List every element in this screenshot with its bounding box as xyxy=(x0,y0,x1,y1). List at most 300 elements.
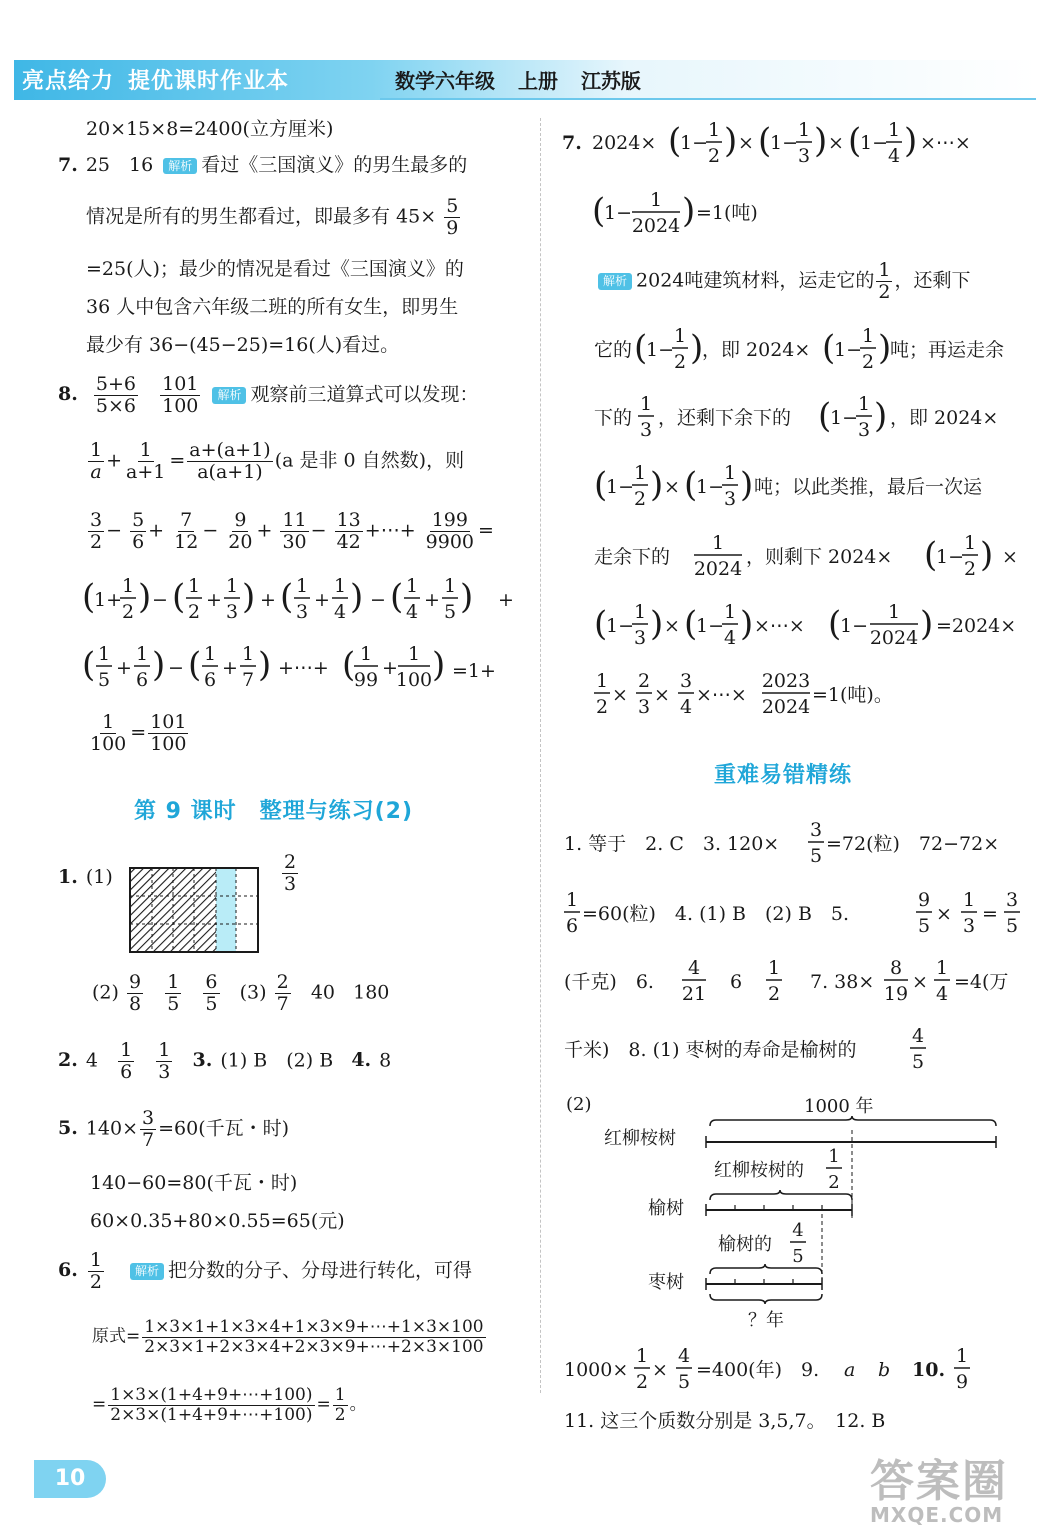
numerator: 2 xyxy=(276,971,289,993)
numerator: 101 xyxy=(162,373,199,395)
s1-head xyxy=(58,866,113,889)
svg-text:+: + xyxy=(382,657,398,679)
svg-text:1: 1 xyxy=(187,575,201,597)
svg-text:1: 1 xyxy=(649,189,663,211)
watermark-url: MXQE.COM xyxy=(870,1503,1004,1527)
s5-line-3: 60×0.35+80×0.55=65(元) xyxy=(90,1210,345,1232)
svg-text:1−: 1− xyxy=(860,132,889,154)
svg-text:1: 1 xyxy=(887,119,901,141)
fraction xyxy=(118,1040,134,1083)
watermark xyxy=(870,1445,1008,1527)
volume-label: 上册 xyxy=(517,69,558,93)
q8-series: $\frac{3}{2}$ − $\frac{5}{6}$ + $\frac{7}{12}$ − $\frac{9}{20}$ + $\frac{11}{30}$ − $\frac{13}{42}$ +⋯+ $\frac{199}{9900}$ = xyxy=(90,509,494,553)
svg-text:(: ( xyxy=(280,577,294,617)
fraction xyxy=(108,1386,314,1424)
svg-text:×: × xyxy=(936,903,952,925)
analysis-text: 下的 xyxy=(594,407,633,429)
svg-text:×: × xyxy=(652,1359,668,1381)
column-divider xyxy=(540,118,541,1393)
shaded-grid-figure xyxy=(128,866,263,956)
svg-text:1: 1 xyxy=(405,575,419,597)
numerator: 1×3×(1+4+9+⋯+100) xyxy=(110,1385,313,1405)
svg-text:=: = xyxy=(982,903,998,925)
q7-line-2 xyxy=(86,196,462,239)
fraction xyxy=(203,972,219,1015)
analysis-text: ，即 2024× xyxy=(702,339,811,361)
svg-text:(: ( xyxy=(828,604,842,644)
analysis-text: 情况是所有的男生都看过，即最多有 45× xyxy=(86,205,437,228)
svg-text:1: 1 xyxy=(861,325,875,347)
svg-text:(: ( xyxy=(594,465,608,505)
fraction xyxy=(424,510,476,553)
svg-text:1: 1 xyxy=(707,119,721,141)
numerator: 5+6 xyxy=(95,373,136,395)
page-number: 10 xyxy=(34,1460,106,1498)
total-label: 1000 年 xyxy=(804,1096,874,1117)
answer-text: =60(千瓦・时) xyxy=(158,1117,290,1140)
question-number: 4. xyxy=(351,1049,372,1072)
fraction xyxy=(88,1250,104,1293)
part-label: (2) xyxy=(92,981,119,1004)
denominator: 7 xyxy=(142,1128,155,1151)
question-number: 2. xyxy=(58,1049,78,1072)
svg-text:3: 3 xyxy=(1005,889,1019,911)
svg-text:3: 3 xyxy=(797,145,811,167)
numerator: 9 xyxy=(128,971,142,993)
svg-text:1: 1 xyxy=(565,889,579,911)
svg-text:(: ( xyxy=(390,577,404,617)
svg-text:(: ( xyxy=(924,535,938,575)
answer-text: 180 xyxy=(353,981,390,1004)
svg-text:4: 4 xyxy=(792,1220,804,1241)
svg-text:3: 3 xyxy=(962,915,976,937)
numerator: 7 xyxy=(180,509,193,531)
svg-text:1: 1 xyxy=(639,393,653,415)
svg-text:1: 1 xyxy=(711,532,725,554)
answer-var-a: a xyxy=(844,1359,856,1381)
condition-text: (a 是非 0 自然数)，则 xyxy=(274,449,465,472)
svg-text:): ) xyxy=(650,465,664,505)
numerator: 3 xyxy=(142,1107,155,1129)
svg-text:×: × xyxy=(612,684,628,706)
svg-text:(: ( xyxy=(818,396,832,436)
svg-text:1: 1 xyxy=(828,1146,840,1167)
svg-text:5: 5 xyxy=(97,669,111,691)
label-yushu-fraction: 榆树的 xyxy=(718,1234,772,1255)
fraction xyxy=(142,1318,485,1356)
analysis-text: =2024× xyxy=(936,615,1017,637)
numerator: 1 xyxy=(102,711,115,733)
numerator: 5 xyxy=(446,195,459,217)
svg-text:2: 2 xyxy=(963,558,977,580)
svg-text:2024: 2024 xyxy=(693,558,743,580)
answer-text: 4 xyxy=(85,1049,98,1072)
svg-text:9: 9 xyxy=(917,889,931,911)
answer-text: (千克) 6. xyxy=(564,971,654,993)
svg-text:): ) xyxy=(814,121,828,161)
svg-text:(: ( xyxy=(684,604,698,644)
row-label-yushu: 榆树 xyxy=(648,1198,684,1219)
r7-expression xyxy=(562,118,1032,248)
svg-text:): ) xyxy=(460,577,474,617)
denominator: 6 xyxy=(132,530,145,553)
part-label: (3) xyxy=(239,981,267,1004)
svg-text:): ) xyxy=(724,121,738,161)
svg-text:×: × xyxy=(1002,546,1018,568)
svg-text:1−: 1− xyxy=(696,615,725,637)
numerator: 5 xyxy=(132,509,145,531)
svg-text:1: 1 xyxy=(633,601,647,623)
svg-text:1−: 1− xyxy=(606,476,635,498)
svg-text:5: 5 xyxy=(443,601,457,623)
svg-text:−: − xyxy=(152,589,168,611)
svg-text:): ) xyxy=(874,396,888,436)
question-number: 5. xyxy=(58,1117,78,1140)
fraction xyxy=(148,712,188,755)
analysis-text: 吨建筑材料，运走它的 xyxy=(684,269,875,292)
svg-text:2: 2 xyxy=(637,670,651,692)
svg-text:(: ( xyxy=(822,328,836,368)
fraction xyxy=(280,510,308,553)
svg-text:1: 1 xyxy=(962,889,976,911)
analysis-text: 吨；以此类推，最后一次运 xyxy=(754,476,983,498)
svg-text:4: 4 xyxy=(677,1345,691,1367)
fraction xyxy=(127,972,143,1015)
analysis-text: 把分数的分子、分母进行转化，可得 xyxy=(168,1259,473,1282)
svg-text:3: 3 xyxy=(637,696,651,718)
svg-text:(: ( xyxy=(82,577,96,617)
svg-text:1: 1 xyxy=(359,643,373,665)
fraction xyxy=(88,510,104,553)
svg-text:7: 7 xyxy=(241,669,255,691)
numerator: 1×3×1+1×3×4+1×3×9+⋯+1×3×100 xyxy=(144,1317,484,1337)
svg-text:): ) xyxy=(690,328,704,368)
denominator: a xyxy=(90,460,102,483)
lifespan-diagram xyxy=(564,1090,1034,1340)
row-label-zaoshu: 枣树 xyxy=(648,1272,684,1293)
svg-text:1−: 1− xyxy=(604,202,633,224)
denominator: 9 xyxy=(446,216,459,239)
label-hongliu-half: 红柳桉树的 xyxy=(714,1160,804,1181)
svg-text:): ) xyxy=(920,604,934,644)
svg-text:7.: 7. xyxy=(562,132,582,154)
answer-text: 140× xyxy=(85,1117,139,1140)
numerator: 1 xyxy=(158,1039,171,1061)
svg-text:3: 3 xyxy=(723,488,737,510)
svg-text:1: 1 xyxy=(723,462,737,484)
denominator: 3 xyxy=(158,1060,171,1083)
analysis-badge: 解析 xyxy=(130,1263,164,1279)
svg-text:99: 99 xyxy=(353,669,379,691)
svg-text:×: × xyxy=(664,476,680,498)
part-label: (2) xyxy=(566,1094,592,1115)
analysis-text: 观察前三道算式可以发现： xyxy=(250,383,479,406)
r7-analysis-math xyxy=(594,318,1034,728)
svg-text:5: 5 xyxy=(911,1051,925,1073)
numerator: 101 xyxy=(150,711,187,733)
denominator: 7 xyxy=(276,992,289,1015)
fraction xyxy=(124,440,167,483)
fraction xyxy=(165,972,181,1015)
answer-text: =400(年) 9. xyxy=(696,1359,820,1381)
fraction xyxy=(275,972,291,1015)
analysis-text: 它的 xyxy=(594,339,633,361)
denominator: 2×3×(1+4+9+⋯+100) xyxy=(110,1404,313,1425)
svg-text:(: ( xyxy=(634,328,648,368)
q7-line-3: =25(人)；最少的情况是看过《三国演义》的 xyxy=(86,258,464,280)
fraction xyxy=(187,440,272,483)
svg-text:): ) xyxy=(152,645,166,685)
svg-text:(: ( xyxy=(342,645,356,685)
svg-text:(: ( xyxy=(82,645,96,685)
svg-text:3: 3 xyxy=(295,601,309,623)
series-name: 亮点给力 xyxy=(22,69,115,94)
answer-var-b: b xyxy=(878,1359,891,1381)
svg-text:(: ( xyxy=(188,645,202,685)
svg-text:1: 1 xyxy=(633,462,647,484)
svg-text:1−: 1− xyxy=(830,407,859,429)
svg-text:2: 2 xyxy=(633,488,647,510)
denominator: 3 xyxy=(284,872,297,895)
svg-text:4: 4 xyxy=(887,145,901,167)
svg-text:21: 21 xyxy=(681,983,707,1005)
answer-text: =60(粒) 4. (1) B (2) B 5. xyxy=(582,903,850,925)
s5-line-1 xyxy=(58,1108,289,1151)
header-subject xyxy=(395,65,641,94)
svg-text:(: ( xyxy=(594,604,608,644)
svg-text:+: + xyxy=(222,657,238,679)
answer-text: 1000× xyxy=(564,1359,629,1381)
svg-text:6: 6 xyxy=(203,669,217,691)
svg-text:1−: 1− xyxy=(936,546,965,568)
s6-line-2 xyxy=(92,1318,488,1356)
svg-text:1: 1 xyxy=(595,670,609,692)
s6-line-3: = $\frac{1\times 3\times(1+4+9+\cdots+100)}{2\times 3\times(1+4+9+\cdots+100)}$ = $\frac{1}{2}$ 。 xyxy=(92,1385,367,1425)
svg-text:1: 1 xyxy=(673,325,687,347)
svg-text:1: 1 xyxy=(955,1345,969,1367)
fraction xyxy=(140,1108,156,1151)
svg-text:1: 1 xyxy=(963,532,977,554)
svg-text:1: 1 xyxy=(767,957,781,979)
svg-text:+: + xyxy=(498,589,514,611)
svg-text:×⋯×: ×⋯× xyxy=(696,684,747,706)
s5-line-2: 140−60=80(千瓦・时) xyxy=(90,1172,298,1194)
numerator: 3 xyxy=(90,509,103,531)
answer-text: =72(粒) 72−72× xyxy=(826,833,1000,855)
svg-text:−: − xyxy=(370,589,386,611)
analysis-text: ，还剩下余下的 xyxy=(658,407,792,429)
svg-text:1−: 1− xyxy=(696,476,725,498)
svg-text:×: × xyxy=(738,132,754,154)
svg-text:1−: 1− xyxy=(840,615,869,637)
denominator: 12 xyxy=(174,530,199,553)
svg-text:1+: 1+ xyxy=(94,589,123,611)
numerator: 6 xyxy=(205,971,218,993)
svg-text:3: 3 xyxy=(225,601,239,623)
svg-text:): ) xyxy=(904,121,918,161)
answer-text: 7. 38× xyxy=(810,971,875,993)
svg-text:1−: 1− xyxy=(646,339,675,361)
svg-text:5: 5 xyxy=(792,1246,804,1267)
svg-text:2024: 2024 xyxy=(761,696,811,718)
svg-text:6: 6 xyxy=(135,669,149,691)
review-answers xyxy=(564,818,1034,1078)
svg-text:): ) xyxy=(650,604,664,644)
book-name: 提优课时作业本 xyxy=(128,69,290,94)
q7-line-1 xyxy=(58,154,467,177)
analysis-text: 吨；再运走余 xyxy=(890,339,1005,361)
q8-result: =1+ xyxy=(452,660,496,682)
period: 。 xyxy=(349,1394,367,1415)
answer-text: 1. 等于 2. C 3. 120× xyxy=(564,833,780,855)
numerator: 1 xyxy=(334,1385,346,1405)
fraction xyxy=(335,510,363,553)
denominator: 2 xyxy=(334,1404,346,1425)
s1-fraction xyxy=(280,852,300,895)
svg-text:): ) xyxy=(980,535,994,575)
svg-text:6: 6 xyxy=(565,915,579,937)
svg-text:1: 1 xyxy=(203,643,217,665)
svg-text:1: 1 xyxy=(887,601,901,623)
q8-final: $\frac{1}{100}$ = $\frac{101}{100}$ xyxy=(90,711,187,755)
denominator: 5 xyxy=(205,992,218,1015)
denominator: a(a+1) xyxy=(197,460,263,483)
q8-line-1 xyxy=(58,374,478,417)
svg-text:+: + xyxy=(116,657,132,679)
answer-line: 20×15×8=2400(立方厘米) xyxy=(86,118,334,140)
svg-text:×: × xyxy=(654,684,670,706)
section-title-lesson9: 第 9 课时 整理与练习(2) xyxy=(134,799,414,824)
answer-text: 千米) 8. (1) 枣树的寿命是榆树的 xyxy=(564,1039,857,1061)
svg-text:+: + xyxy=(260,589,276,611)
svg-text:×: × xyxy=(664,615,680,637)
svg-text:3: 3 xyxy=(633,627,647,649)
svg-text:2: 2 xyxy=(767,983,781,1005)
answer-text: (1) B (2) B xyxy=(220,1049,334,1072)
svg-text:): ) xyxy=(350,577,364,617)
svg-text:): ) xyxy=(258,645,272,685)
denominator: 2×3×1+2×3×4+2×3×9+⋯+2×3×100 xyxy=(144,1336,484,1357)
svg-text:1−: 1− xyxy=(606,615,635,637)
svg-text:(: ( xyxy=(172,577,186,617)
analysis-text: 看过《三国演义》的男生最多的 xyxy=(201,154,468,176)
svg-text:+: + xyxy=(314,589,330,611)
fraction xyxy=(94,374,138,417)
r7-analysis-1: 解析 2024吨建筑材料，运走它的 $\frac{1}{2}$ ，还剩下 xyxy=(594,260,971,303)
svg-text:+: + xyxy=(424,589,440,611)
subject-label: 数学六年级 xyxy=(395,69,495,93)
svg-text:2024: 2024 xyxy=(631,215,681,237)
svg-text:): ) xyxy=(138,577,152,617)
analysis-text: 走余下的 xyxy=(594,546,671,568)
denominator: a+1 xyxy=(126,460,166,483)
svg-text:×⋯×: ×⋯× xyxy=(754,615,805,637)
svg-text:1: 1 xyxy=(121,575,135,597)
fraction xyxy=(160,374,200,417)
fraction xyxy=(88,440,104,483)
svg-text:4: 4 xyxy=(723,627,737,649)
label-text: 原式= xyxy=(92,1326,141,1347)
svg-text:4: 4 xyxy=(405,601,419,623)
svg-text:1: 1 xyxy=(443,575,457,597)
svg-text:×: × xyxy=(828,132,844,154)
numerator: 1 xyxy=(167,971,180,993)
answer-text: 8 xyxy=(379,1049,392,1072)
svg-text:1: 1 xyxy=(241,643,255,665)
question-number: 7. xyxy=(58,154,78,176)
fraction xyxy=(444,196,460,239)
svg-text:1: 1 xyxy=(225,575,239,597)
numerator: 199 xyxy=(431,509,468,531)
numerator: a+(a+1) xyxy=(189,439,271,461)
fraction xyxy=(333,1386,348,1424)
answer-text: 25 16 xyxy=(85,154,154,176)
r11-line: 11. 这三个质数分别是 3,5,7。 12. B xyxy=(564,1410,886,1432)
svg-text:2: 2 xyxy=(707,145,721,167)
svg-text:4: 4 xyxy=(679,696,693,718)
q8-identity: $\frac{1}{a}$ + $\frac{1}{a+1}$ = $\frac{a+(a+1)}{a(a+1)}$ (a 是非 0 自然数)，则 xyxy=(90,439,465,483)
svg-text:(: ( xyxy=(684,465,698,505)
svg-text:): ) xyxy=(682,191,696,231)
svg-text:1: 1 xyxy=(635,1345,649,1367)
svg-text:5: 5 xyxy=(677,1371,691,1393)
svg-text:): ) xyxy=(878,328,892,368)
edition-label: 江苏版 xyxy=(580,69,641,93)
svg-text:4: 4 xyxy=(687,957,701,979)
svg-text:): ) xyxy=(740,604,754,644)
svg-text:5: 5 xyxy=(809,845,823,867)
answer-text: 40 xyxy=(310,981,335,1004)
denominator: 100 xyxy=(150,732,187,755)
q8-expansion xyxy=(80,570,530,720)
svg-text:2: 2 xyxy=(673,351,687,373)
denominator: 2 xyxy=(878,280,891,303)
svg-text:2: 2 xyxy=(121,601,135,623)
svg-text:5: 5 xyxy=(1005,915,1019,937)
svg-text:3: 3 xyxy=(809,819,823,841)
numerator: 9 xyxy=(234,509,247,531)
fraction xyxy=(876,260,892,303)
svg-text:2: 2 xyxy=(187,601,201,623)
svg-text:+: + xyxy=(206,589,222,611)
header-rule xyxy=(380,98,1036,100)
numerator: 1 xyxy=(139,439,152,461)
fraction xyxy=(156,1040,172,1083)
svg-text:2: 2 xyxy=(828,1172,840,1193)
section-title-review: 重难易错精练 xyxy=(714,763,853,788)
svg-text:1−: 1− xyxy=(680,132,709,154)
svg-text:2: 2 xyxy=(595,696,609,718)
svg-text:1: 1 xyxy=(135,643,149,665)
denominator: 30 xyxy=(282,530,307,553)
svg-text:2023: 2023 xyxy=(761,670,811,692)
denominator: 20 xyxy=(228,530,253,553)
numerator: 13 xyxy=(336,509,361,531)
part-label: (1) xyxy=(85,866,113,888)
denominator: 5 xyxy=(167,992,180,1015)
svg-text:100: 100 xyxy=(395,669,433,691)
svg-text:2024: 2024 xyxy=(869,627,919,649)
fraction xyxy=(88,712,128,755)
svg-text:(: ( xyxy=(848,121,862,161)
svg-text:4: 4 xyxy=(935,983,949,1005)
numerator: 1 xyxy=(90,439,103,461)
question-number: 6. xyxy=(58,1259,78,1282)
denominator: 8 xyxy=(128,992,142,1015)
fraction xyxy=(172,510,200,553)
denominator: 100 xyxy=(162,394,199,417)
svg-text:1: 1 xyxy=(333,575,347,597)
